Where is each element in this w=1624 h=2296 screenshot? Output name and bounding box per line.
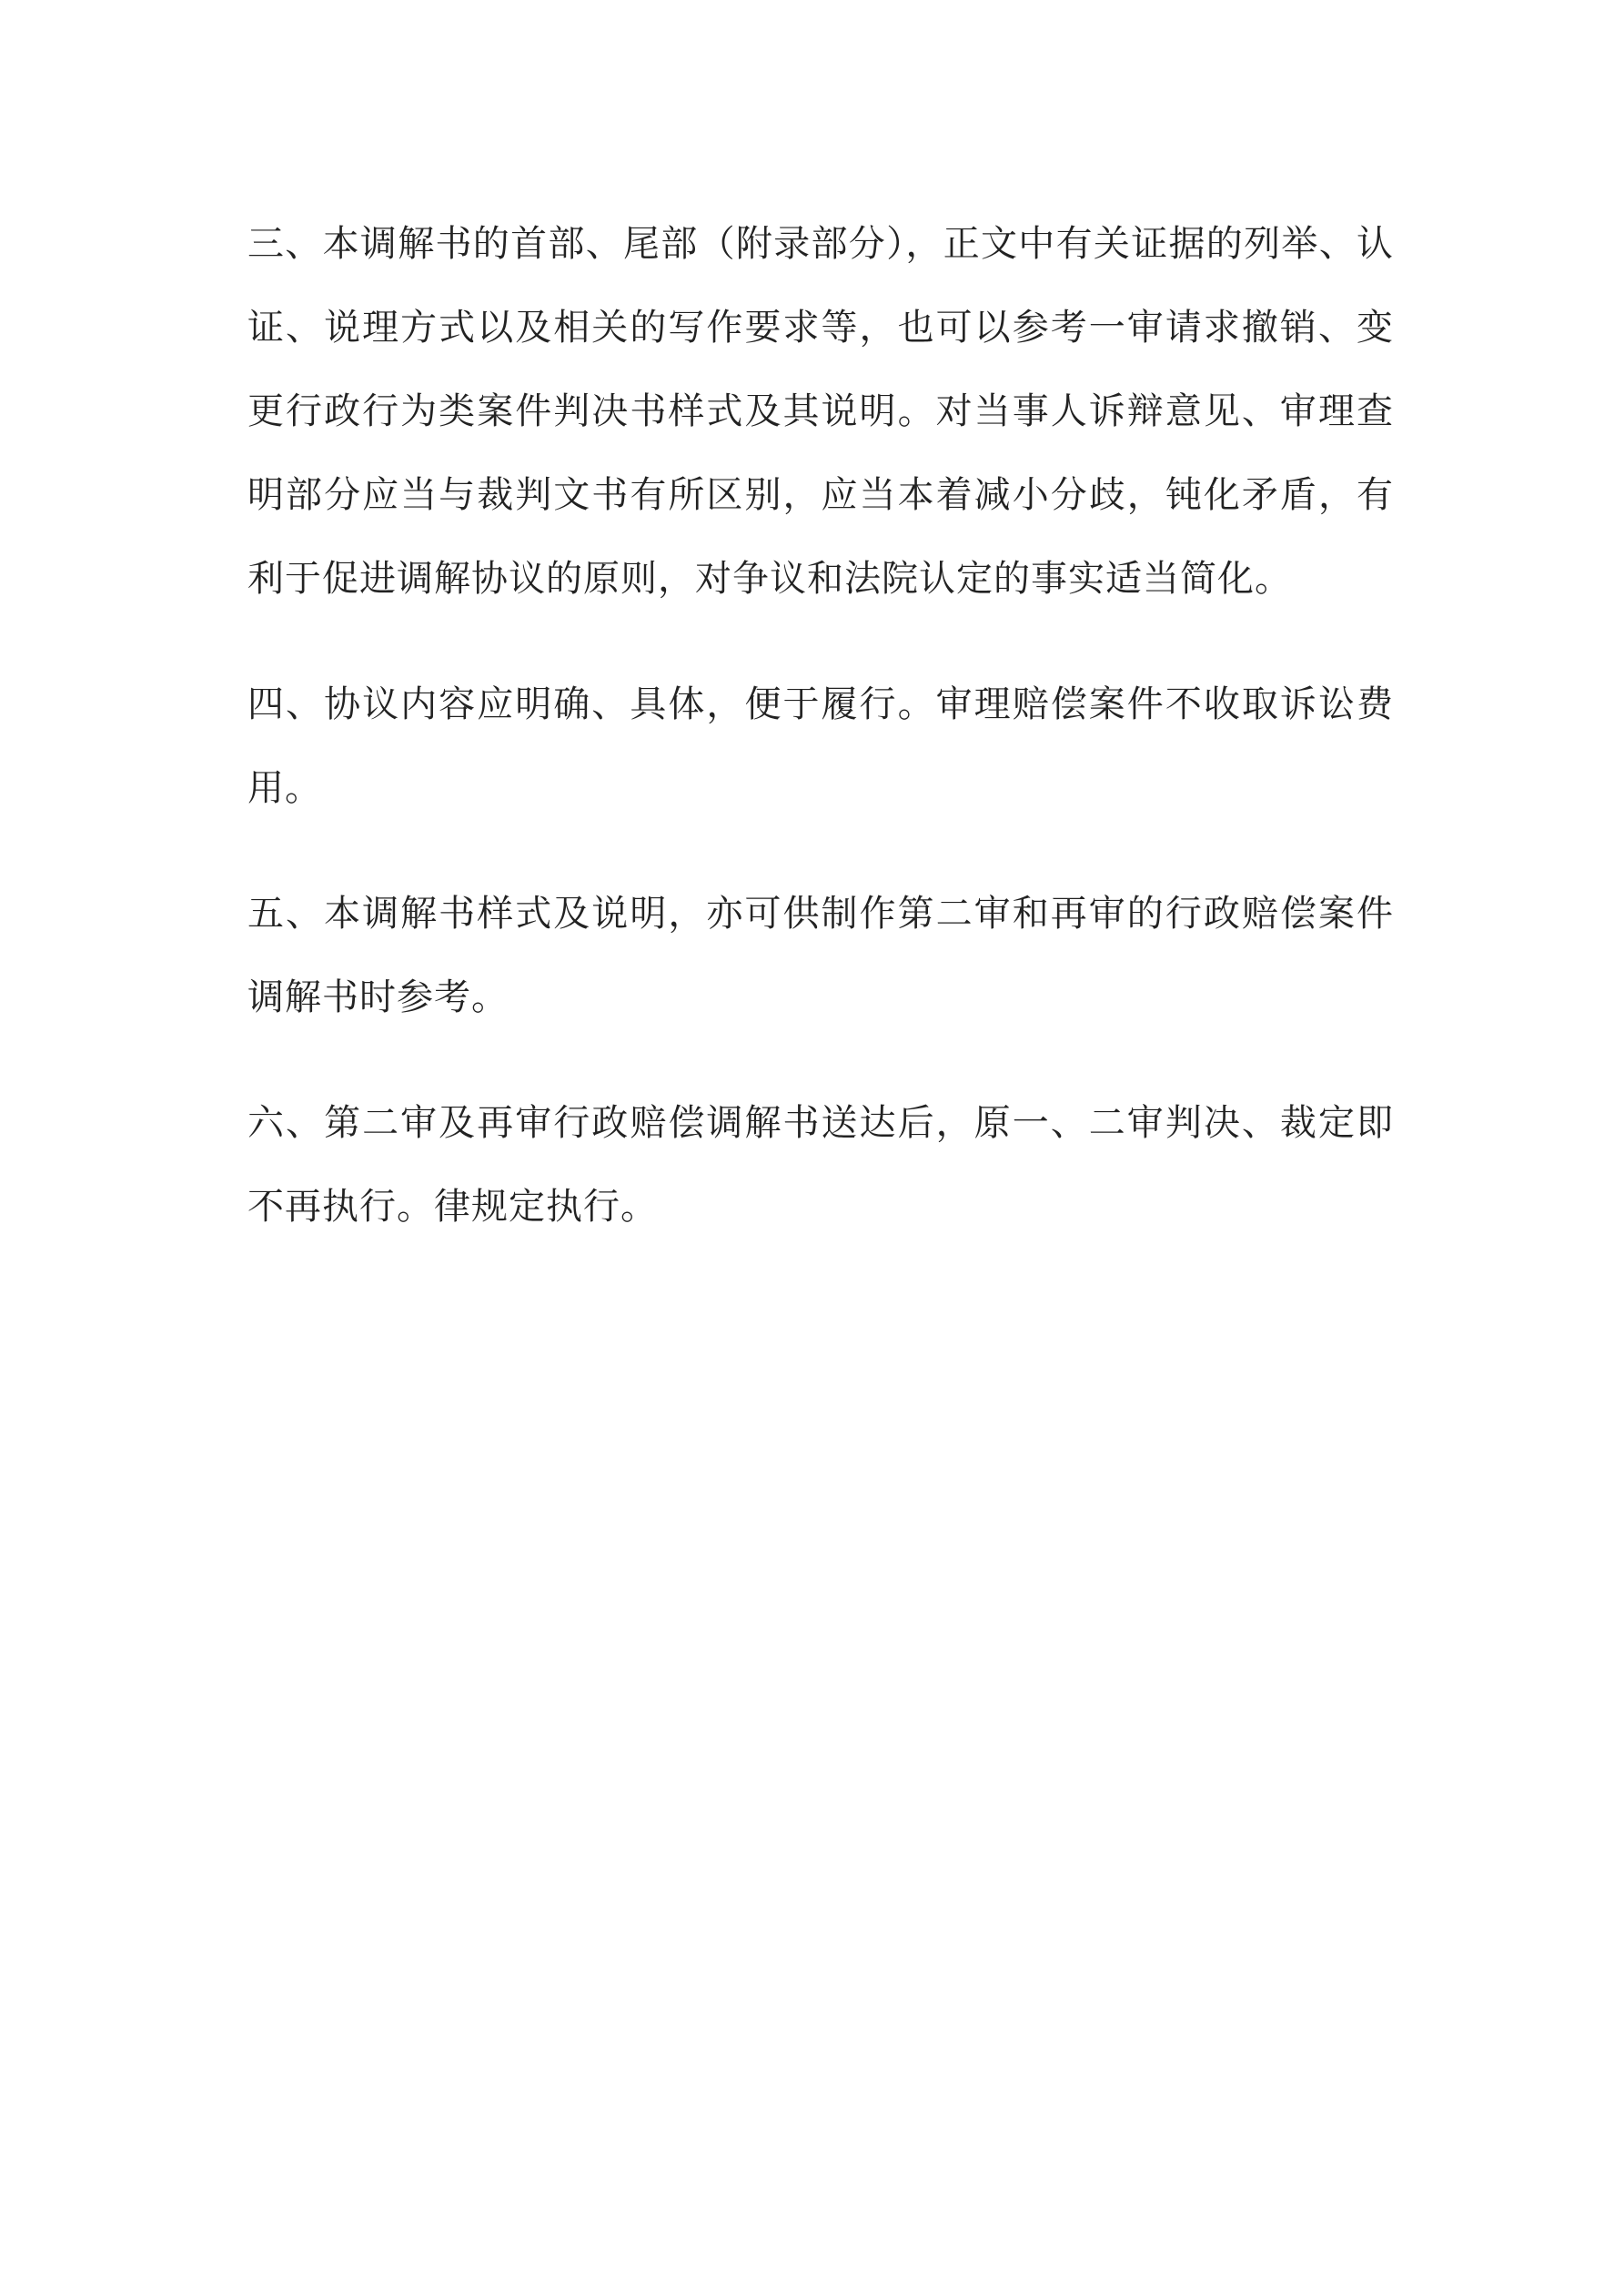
paragraph-3: 三、本调解书的首部、尾部（附录部分），正文中有关证据的列举、认证、说理方式以及相关的写作要求等，也可以参考一审请求撤销、变更行政行为类案件判决书样式及其说明。对当事人诉辩意见、审理查明部分应当与裁判文书有所区别，应当本着减小分歧，钝化矛盾，有利于促进调解协议的原则，对争议和法院认定的事实适当简化。 (247, 223, 1394, 600)
document-body (247, 202, 1394, 1290)
paragraph-6: 六、第二审及再审行政赔偿调解书送达后，原一、二审判决、裁定即不再执行。律规定执行。 (247, 1102, 1394, 1228)
paragraph-4: 四、协议内容应明确、具体，便于履行。审理赔偿案件不收取诉讼费用。 (247, 683, 1394, 809)
paragraph-5: 五、本调解书样式及说明，亦可供制作第二审和再审的行政赔偿案件调解书时参考。 (247, 893, 1394, 1018)
